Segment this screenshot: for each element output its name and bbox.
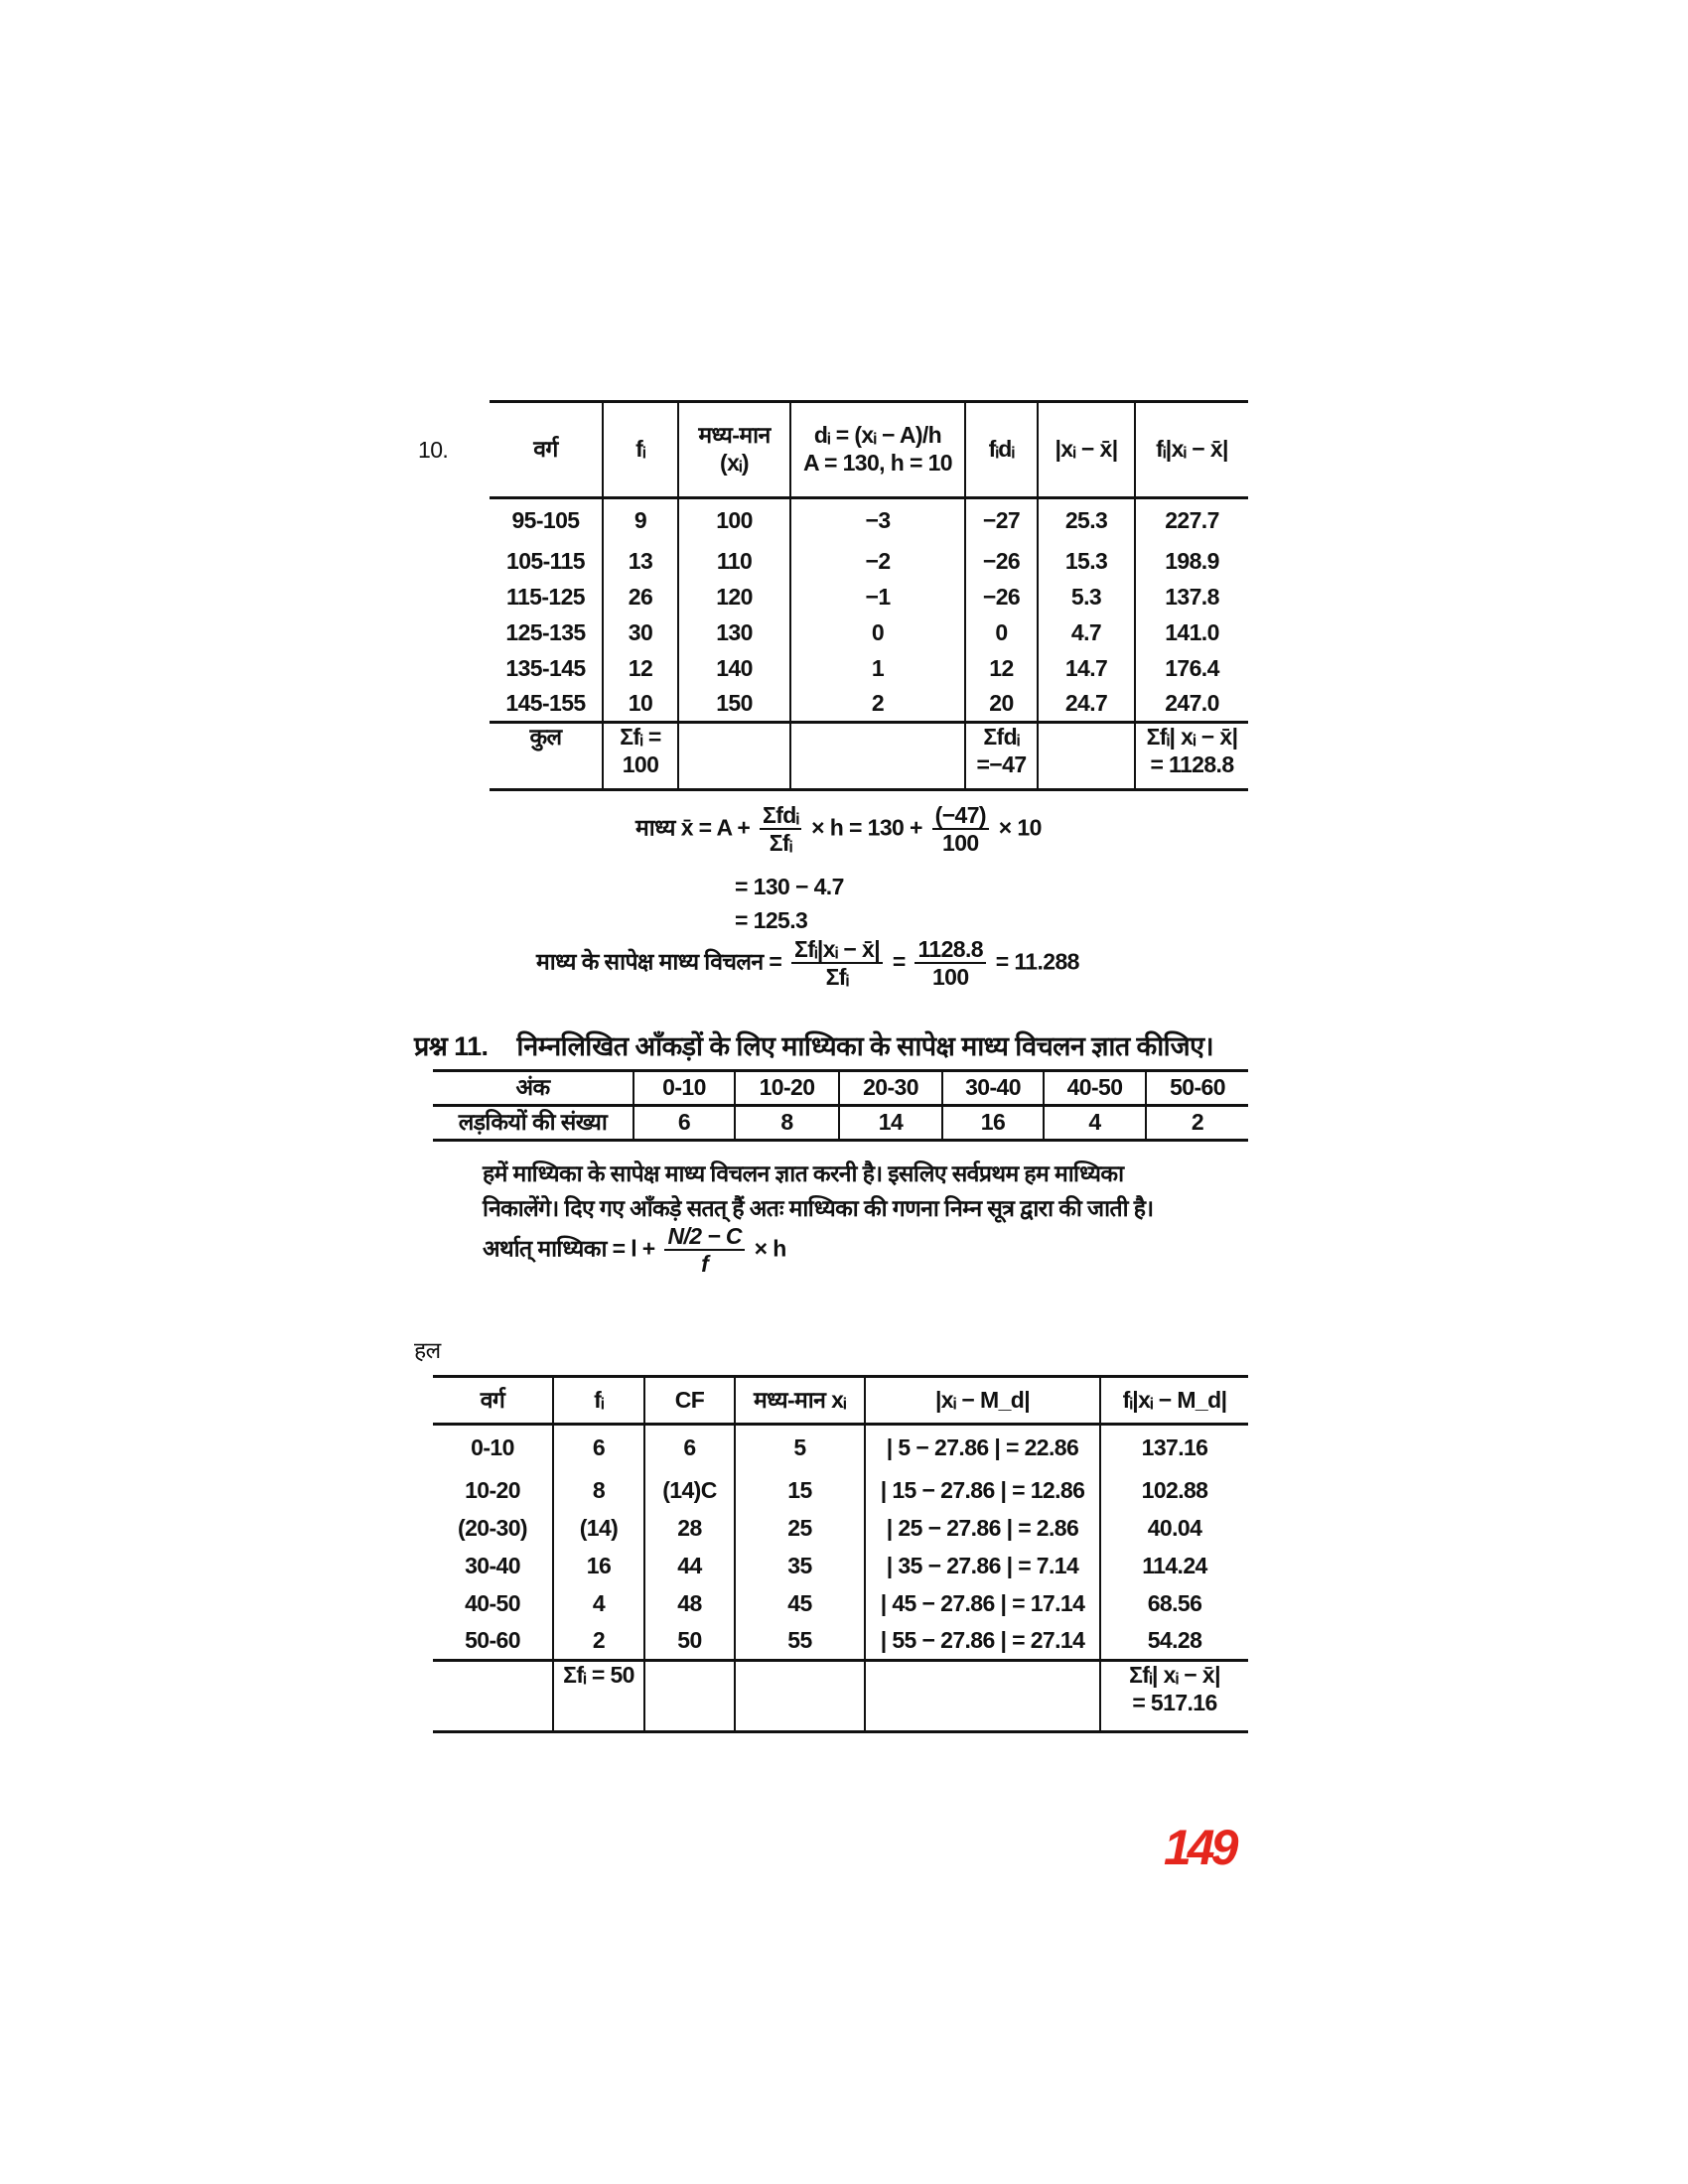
paragraph-line: हमें माध्यिका के सापेक्ष माध्य विचलन ज्ञात करनी है। इसलिए सर्वप्रथम हम माध्यिका [483, 1160, 1124, 1186]
mean-step-2: = 125.3 [735, 907, 808, 933]
table-cell: 8 [735, 1106, 839, 1141]
formula-text: × h [754, 1235, 786, 1262]
table-cell: 150 [678, 687, 790, 723]
total-cell: Σfᵢ| xᵢ − x̄| = 517.16 [1100, 1661, 1248, 1732]
table-cell: 137.8 [1135, 580, 1248, 615]
table-cell: −26 [965, 544, 1038, 580]
table-cell: 135-145 [505, 654, 586, 681]
fraction [791, 936, 883, 991]
table-cell: 4.7 [1038, 615, 1135, 651]
total-cell [735, 1661, 865, 1732]
total-cell [1038, 723, 1135, 790]
table-cell: 198.9 [1135, 544, 1248, 580]
table-row [490, 615, 1248, 651]
table-cell: 2 [790, 687, 965, 723]
table-cell: 50 [644, 1623, 735, 1661]
table-cell: 10-20 [465, 1476, 520, 1503]
table-cell: 12 [965, 651, 1038, 687]
table-cell: 125-135 [505, 618, 586, 645]
table-cell: 44 [644, 1548, 735, 1585]
fraction [932, 802, 989, 857]
column-header [1135, 402, 1248, 498]
table-cell: 227.7 [1135, 498, 1248, 544]
formula-text: × 10 [998, 814, 1042, 841]
table-cell: 6 [553, 1425, 644, 1472]
table-cell: 100 [678, 498, 790, 544]
table-cell: −2 [790, 544, 965, 580]
table-cell: 45 [735, 1585, 865, 1623]
table-cell: 1 [790, 651, 965, 687]
denominator: 100 [942, 830, 979, 857]
table-cell: | 15 − 27.86 | = 12.86 [865, 1472, 1100, 1510]
md-label: माध्य के सापेक्ष माध्य विचलन = [536, 948, 782, 975]
table-row [433, 1106, 1248, 1141]
table-cell: 25.3 [1038, 498, 1135, 544]
table-cell: 24.7 [1038, 687, 1135, 723]
table-cell: 15.3 [1038, 544, 1135, 580]
table-cell: 141.0 [1135, 615, 1248, 651]
table-cell: 25 [735, 1510, 865, 1548]
table-row [433, 1585, 1248, 1623]
numerator: Σfdᵢ [760, 802, 801, 830]
total-cell: कुल [529, 724, 562, 750]
mean-step-1: = 130 − 4.7 [735, 874, 844, 899]
question-number-10: 10. [418, 437, 449, 463]
table-row [433, 1071, 1248, 1106]
denominator: Σfᵢ [769, 830, 792, 857]
q11-data-table [433, 1069, 1248, 1142]
formula-text: = [892, 948, 906, 975]
total-cell: Σfᵢ = 50 [553, 1661, 644, 1732]
table-cell: 0 [790, 615, 965, 651]
denominator: f [701, 1251, 709, 1278]
header-line: fᵢdᵢ [988, 436, 1015, 463]
column-header [433, 1377, 553, 1425]
table-cell: 105-115 [506, 547, 585, 574]
table-cell: 10 [603, 687, 678, 723]
table-cell: 5 [735, 1425, 865, 1472]
header-line: |xᵢ − x̄| [1055, 436, 1118, 463]
table-cell: 2 [1146, 1106, 1248, 1141]
table-cell: 13 [603, 544, 678, 580]
table-row [433, 1623, 1248, 1661]
fraction [664, 1223, 744, 1278]
column-header [490, 402, 603, 498]
total-cell [865, 1661, 1100, 1732]
table-row [433, 1510, 1248, 1548]
table-cell: 15 [735, 1472, 865, 1510]
numerator: 1128.8 [914, 936, 985, 964]
table-cell: 8 [553, 1472, 644, 1510]
column-header [790, 402, 965, 498]
total-cell [644, 1661, 735, 1732]
column-header [965, 402, 1038, 498]
total-cell: Σfdᵢ =−47 [965, 723, 1038, 790]
table-cell: 0-10 [633, 1071, 735, 1106]
table-row [490, 498, 1248, 544]
column-header [553, 1377, 644, 1425]
table-cell: −26 [965, 580, 1038, 615]
fraction [760, 802, 801, 857]
question-11-heading [414, 1026, 1213, 1063]
table-cell: 12 [603, 651, 678, 687]
header-line: fᵢ [635, 436, 645, 463]
header-line: वर्ग [533, 436, 558, 463]
header-line: मध्य-मान [698, 422, 771, 449]
table-row [433, 1472, 1248, 1510]
header-line: A = 130, h = 10 [803, 450, 952, 476]
header-line: CF [674, 1386, 705, 1413]
denominator: Σfᵢ [825, 964, 849, 991]
table-cell: 0 [965, 615, 1038, 651]
header-line: वर्ग [480, 1386, 505, 1413]
table-cell: 6 [644, 1425, 735, 1472]
median-formula [483, 1223, 786, 1278]
table-cell: 40-50 [465, 1589, 520, 1616]
mean-label: माध्य x̄ = A + [635, 814, 751, 841]
table-row [490, 580, 1248, 615]
table-cell: 30-40 [465, 1552, 520, 1578]
table-cell: (14)C [644, 1472, 735, 1510]
table-cell: 50-60 [465, 1626, 520, 1653]
table-cell: 114.24 [1100, 1548, 1248, 1585]
header-line: |xᵢ − M_d| [934, 1386, 1031, 1413]
table-row [433, 1548, 1248, 1585]
table-cell: 20-30 [839, 1071, 942, 1106]
table-cell: 6 [633, 1106, 735, 1141]
table-cell: | 35 − 27.86 | = 7.14 [865, 1548, 1100, 1585]
numerator: N/2 − C [664, 1223, 744, 1251]
header-line: fᵢ|xᵢ − M_d| [1122, 1386, 1227, 1413]
table-cell: 140 [678, 651, 790, 687]
row-label: लड़कियों की संख्या [458, 1109, 608, 1136]
total-cell [678, 723, 790, 790]
table-cell: −27 [965, 498, 1038, 544]
question-text: निम्नलिखित आँकड़ों के लिए माध्यिका के सापेक्ष माध्य विचलन ज्ञात कीजिए। [516, 1031, 1214, 1061]
formula-text: × h = 130 + [811, 814, 922, 841]
table-row [490, 544, 1248, 580]
header-line: dᵢ = (xᵢ − A)/h [813, 422, 942, 449]
total-cell: Σfᵢ = 100 [603, 723, 678, 790]
q10-frequency-table [490, 400, 1248, 791]
table-cell: 28 [644, 1510, 735, 1548]
table-cell: 115-125 [506, 583, 585, 610]
header-line: मध्य-मान xᵢ [754, 1386, 846, 1413]
table-row [490, 651, 1248, 687]
numerator: (−47) [932, 802, 989, 830]
denominator: 100 [931, 964, 969, 991]
table-cell: 176.4 [1135, 651, 1248, 687]
column-header [603, 402, 678, 498]
table-cell: 120 [678, 580, 790, 615]
table-cell: 40.04 [1100, 1510, 1248, 1548]
table-cell: 35 [735, 1548, 865, 1585]
page-number: 149 [1164, 1820, 1235, 1875]
table-cell: 40-50 [1044, 1071, 1146, 1106]
table-cell: | 25 − 27.86 | = 2.86 [865, 1510, 1100, 1548]
paragraph-line: निकालेंगे। दिए गए आँकड़े सतत् हैं अतः माध्यिका की गणना निम्न सूत्र द्वारा की जाती है। [483, 1195, 1154, 1221]
table-cell: 30-40 [942, 1071, 1044, 1106]
table-cell: 26 [603, 580, 678, 615]
table-cell: | 55 − 27.86 | = 27.14 [865, 1623, 1100, 1661]
table-cell: 95-105 [511, 507, 580, 534]
header-line: fᵢ [594, 1386, 604, 1413]
total-cell [790, 723, 965, 790]
table-cell: 130 [678, 615, 790, 651]
table-cell: 20 [965, 687, 1038, 723]
table-cell: 50-60 [1146, 1071, 1248, 1106]
table-cell: 2 [553, 1623, 644, 1661]
column-header [644, 1377, 735, 1425]
column-header [1100, 1377, 1248, 1425]
table-cell: 48 [644, 1585, 735, 1623]
table-cell: 10-20 [735, 1071, 839, 1106]
table-cell: 5.3 [1038, 580, 1135, 615]
table-cell: | 45 − 27.86 | = 17.14 [865, 1585, 1100, 1623]
column-header [1038, 402, 1135, 498]
fraction [914, 936, 985, 991]
column-header [735, 1377, 865, 1425]
mean-formula [635, 802, 1042, 857]
table-cell: 137.16 [1100, 1425, 1248, 1472]
table-cell: 4 [553, 1585, 644, 1623]
total-cell: Σfᵢ| xᵢ − x̄| = 1128.8 [1135, 723, 1248, 790]
total-cell [433, 1661, 553, 1732]
table-row [490, 687, 1248, 723]
solution-paragraph [483, 1157, 1249, 1226]
row-label: अंक [515, 1074, 550, 1101]
header-line: (xᵢ) [720, 450, 749, 476]
table-cell: | 5 − 27.86 | = 22.86 [865, 1425, 1100, 1472]
table-cell: 110 [678, 544, 790, 580]
table-cell: 55 [735, 1623, 865, 1661]
table-cell: 30 [603, 615, 678, 651]
table-cell: 14 [839, 1106, 942, 1141]
column-header [865, 1377, 1100, 1425]
numerator: Σfᵢ|xᵢ − x̄| [791, 936, 883, 964]
formula-text: = 11.288 [995, 948, 1079, 975]
table-cell: 4 [1044, 1106, 1146, 1141]
table-row [433, 1425, 1248, 1472]
mean-deviation-formula [536, 936, 1079, 991]
question-title: प्रश्न 11. [414, 1031, 489, 1061]
table-cell: 16 [553, 1548, 644, 1585]
table-cell: 145-155 [505, 689, 586, 716]
solution-label: हल [414, 1337, 441, 1363]
table-cell: 0-10 [471, 1434, 514, 1461]
table-cell: 9 [603, 498, 678, 544]
table-cell: 16 [942, 1106, 1044, 1141]
formula-label: अर्थात् माध्यिका = l + [483, 1235, 655, 1262]
column-header [678, 402, 790, 498]
header-line: fᵢ|xᵢ − x̄| [1156, 436, 1228, 463]
table-cell: 14.7 [1038, 651, 1135, 687]
table-cell: 247.0 [1135, 687, 1248, 723]
table-cell: 102.88 [1100, 1472, 1248, 1510]
table-cell: −1 [790, 580, 965, 615]
table-cell: −3 [790, 498, 965, 544]
table-cell: (14) [553, 1510, 644, 1548]
table-cell: (20-30) [458, 1514, 527, 1541]
q11-solution-table [433, 1375, 1248, 1733]
table-cell: 54.28 [1100, 1623, 1248, 1661]
table-cell: 68.56 [1100, 1585, 1248, 1623]
